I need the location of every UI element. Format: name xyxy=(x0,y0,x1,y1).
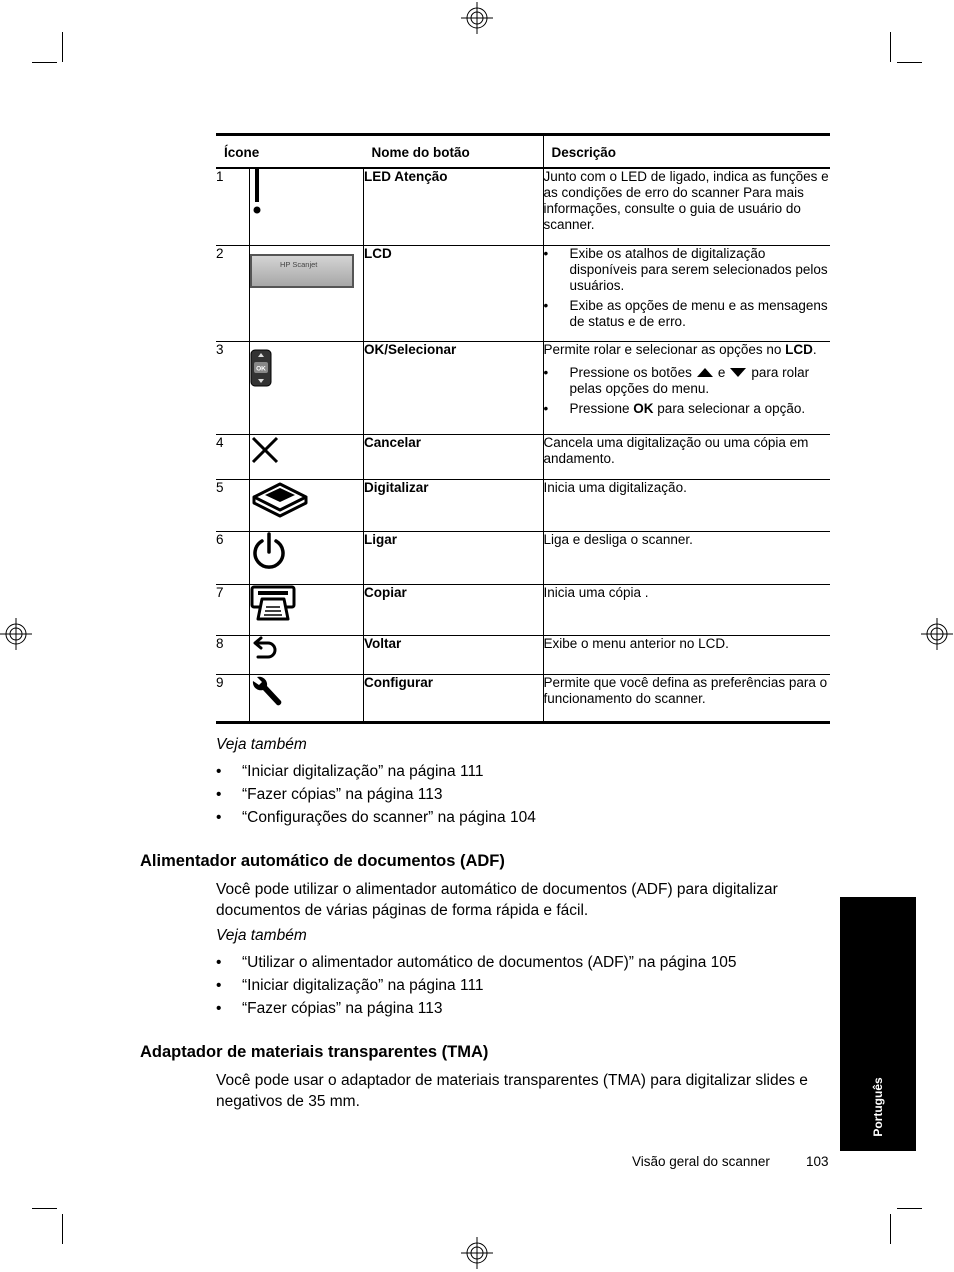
page-number: 103 xyxy=(806,1154,829,1169)
back-arrow-icon xyxy=(250,636,278,660)
table-row xyxy=(216,341,830,434)
section-body: Você pode utilizar o alimentador automático de documentos (ADF) para digitalizar documentos de várias páginas de forma rápida e fácil. xyxy=(216,881,778,919)
cross-reference-link[interactable]: “Fazer cópias” na página 113 xyxy=(242,786,443,803)
buttons-table xyxy=(216,133,830,724)
language-label: Português xyxy=(871,1077,885,1137)
power-icon xyxy=(250,532,288,572)
table-row xyxy=(216,245,830,341)
crop-mark xyxy=(890,1214,891,1244)
wrench-icon xyxy=(250,675,284,709)
see-also-list xyxy=(216,761,536,830)
header-icon: Ícone xyxy=(216,135,364,169)
table-row xyxy=(216,531,830,584)
language-side-tab xyxy=(840,897,916,1151)
ok-select-button-icon xyxy=(250,349,272,387)
arrow-down-icon xyxy=(730,368,746,377)
crop-mark xyxy=(897,1208,922,1209)
row-number: 8 xyxy=(216,635,250,674)
button-name: Digitalizar xyxy=(364,479,544,531)
cross-reference-link[interactable]: “Fazer cópias” na página 113 xyxy=(242,1000,443,1017)
list-item: • Pressione os botões e para rolar pelas opções do menu. xyxy=(543,364,810,396)
button-name: Ligar xyxy=(364,531,544,584)
button-name: LED Atenção xyxy=(364,168,544,245)
list-item: • “Iniciar digitalização” na página 111 xyxy=(216,975,737,998)
exclamation-icon xyxy=(250,169,264,215)
section-heading: Adaptador de materiais transparentes (TMA) xyxy=(140,1043,489,1061)
row-number: 3 xyxy=(216,341,250,434)
crop-mark xyxy=(890,32,891,62)
row-number: 6 xyxy=(216,531,250,584)
see-also-label: Veja também xyxy=(216,736,307,753)
list-item: • “Configurações do scanner” na página 104 xyxy=(216,807,536,830)
table-row xyxy=(216,584,830,635)
button-description: Liga e desliga o scanner. xyxy=(543,531,830,584)
registration-mark-icon xyxy=(461,2,493,34)
list-item: • Exibe os atalhos de digitalização disponíveis para serem selecionados pelos usuários. xyxy=(544,246,831,294)
scan-icon xyxy=(250,480,310,518)
lcd-display-icon xyxy=(250,254,354,288)
arrow-up-icon xyxy=(697,368,713,377)
description-bullet: Exibe os atalhos de digitalização disponíveis para serem selecionados pelos usuários. xyxy=(569,245,828,293)
cross-reference-link[interactable]: “Utilizar o alimentador automático de documentos (ADF)” na página 105 xyxy=(242,954,737,971)
crop-mark xyxy=(897,62,922,63)
button-description: Inicia uma cópia . xyxy=(543,584,830,635)
cross-reference-link[interactable]: “Configurações do scanner” na página 104 xyxy=(242,809,536,826)
table-row xyxy=(216,635,830,674)
crop-mark xyxy=(32,62,57,63)
row-number: 7 xyxy=(216,584,250,635)
cross-reference-link[interactable]: “Iniciar digitalização” na página 111 xyxy=(242,763,484,780)
button-name: OK/Selecionar xyxy=(364,341,544,434)
section-heading: Alimentador automático de documentos (ADF) xyxy=(140,852,505,870)
list-item: • Pressione OK para selecionar a opção. xyxy=(543,400,806,416)
crop-mark xyxy=(32,1208,57,1209)
table-header-row xyxy=(216,135,830,169)
row-number: 4 xyxy=(216,434,250,479)
crop-mark xyxy=(62,32,63,62)
section-body: Você pode usar o adaptador de materiais transparentes (TMA) para digitalizar slides e negativos de 35 mm. xyxy=(216,1072,808,1110)
table-row xyxy=(216,168,830,245)
button-description: Permite que você defina as preferências para o funcionamento do scanner. xyxy=(543,674,830,722)
list-item: • “Iniciar digitalização” na página 111 xyxy=(216,761,536,784)
button-description: Inicia uma digitalização. xyxy=(543,479,830,531)
button-description: Exibe o menu anterior no LCD. xyxy=(543,635,830,674)
copy-icon xyxy=(250,585,296,621)
button-name: Cancelar xyxy=(364,434,544,479)
crop-mark xyxy=(62,1214,63,1244)
cancel-x-icon xyxy=(250,435,280,465)
header-name: Nome do botão xyxy=(364,135,544,169)
description-bullet: Exibe as opções de menu e as mensagens de status e de erro. xyxy=(569,297,828,329)
table-row xyxy=(216,434,830,479)
footer-section-title: Visão geral do scanner xyxy=(632,1154,770,1169)
see-also-label: Veja também xyxy=(216,927,307,944)
button-name: LCD xyxy=(364,245,544,341)
registration-mark-icon xyxy=(0,618,32,650)
registration-mark-icon xyxy=(461,1237,493,1269)
row-number: 2 xyxy=(216,245,250,341)
list-item: • “Fazer cópias” na página 113 xyxy=(216,784,536,807)
description-intro: Permite rolar e selecionar as opções no LCD. xyxy=(543,341,817,357)
table-row xyxy=(216,674,830,722)
list-item: • “Utilizar o alimentador automático de documentos (ADF)” na página 105 xyxy=(216,952,737,975)
row-number: 1 xyxy=(216,168,250,245)
row-number: 5 xyxy=(216,479,250,531)
button-description: Junto com o LED de ligado, indica as funções e as condições de erro do scanner Para mais informações, consulte o guia de usuário do scanner. xyxy=(543,168,830,245)
list-item: • Exibe as opções de menu e as mensagens de status e de erro. xyxy=(544,298,831,330)
see-also-list xyxy=(216,952,737,1021)
table-row xyxy=(216,479,830,531)
ok-label: OK xyxy=(256,365,266,372)
list-item: • “Fazer cópias” na página 113 xyxy=(216,998,737,1021)
lcd-text: HP Scanjet xyxy=(280,259,318,269)
button-name: Copiar xyxy=(364,584,544,635)
button-name: Configurar xyxy=(364,674,544,722)
cross-reference-link[interactable]: “Iniciar digitalização” na página 111 xyxy=(242,977,484,994)
button-name: Voltar xyxy=(364,635,544,674)
registration-mark-icon xyxy=(921,618,953,650)
header-desc: Descrição xyxy=(543,135,830,169)
row-number: 9 xyxy=(216,674,250,722)
button-description: Cancela uma digitalização ou uma cópia em andamento. xyxy=(543,434,830,479)
